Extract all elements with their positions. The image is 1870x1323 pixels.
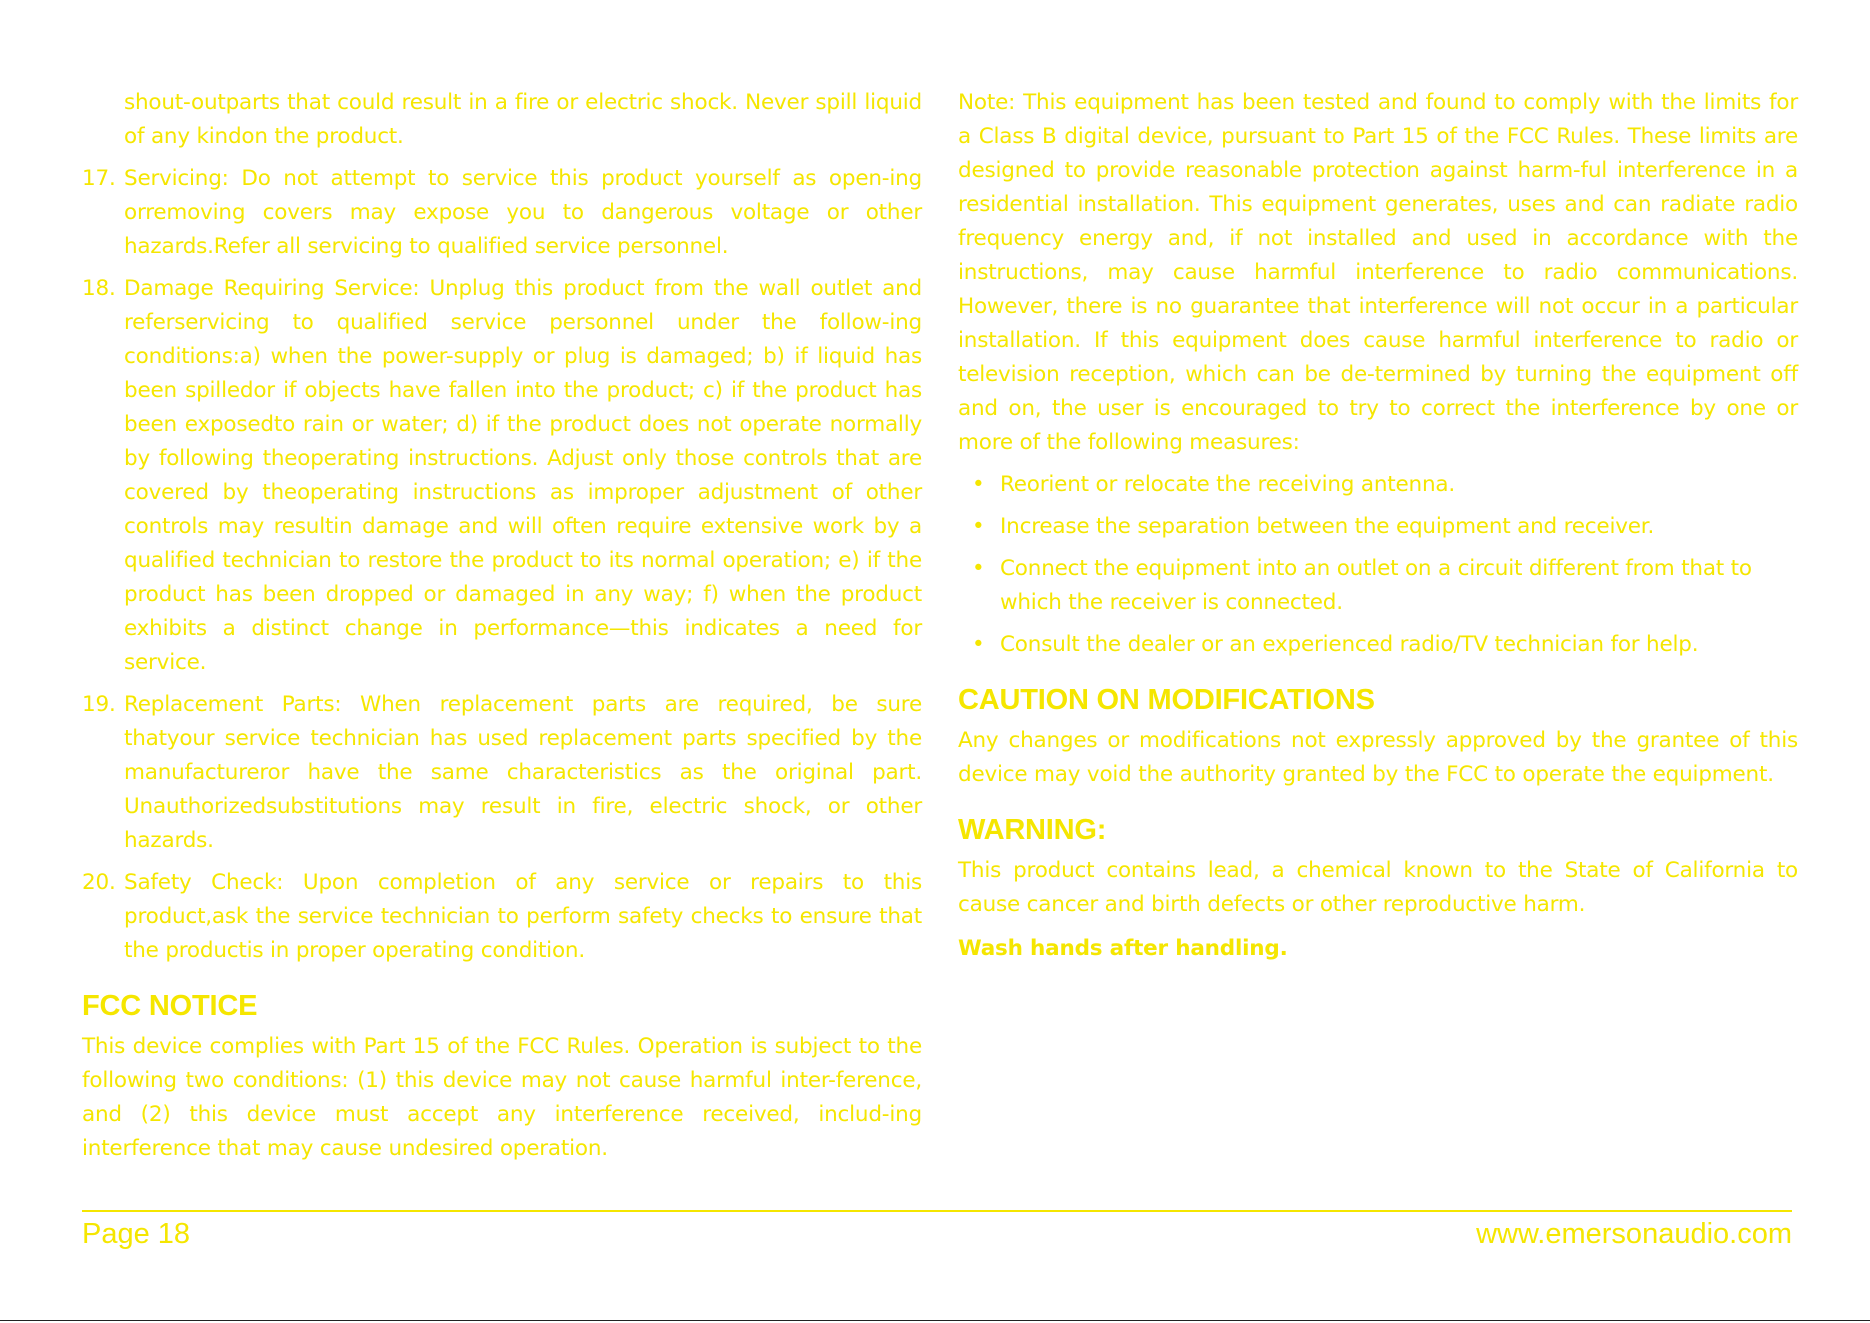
list-text: Damage Requiring Service: Unplug this product from the wall outlet and referservicing to qualified service personnel under the follow-ing conditions:a) when the power-supply or plug is damaged; b) if liquid has been spilledor if objects have fallen into the product; c) if the product has been exposedto rain or water; d) if the product does not operate normally by following theoperating instructions. Adjust only those controls that are covered by theoperating instructions as improper adjustment of other controls may resultin damage and will often require extensive work by a qualified technician to restore the product to its normal operation; e) if the product has been dropped or damaged in any way; f) when the product exhibits a distinct change in performance—this indicates a need for service. [124, 276, 922, 675]
list-number: 18. [82, 276, 116, 301]
bullet-text: Connect the equipment into an outlet on a circuit different from that to which the receiver is connected. [1000, 556, 1752, 615]
list-item-17 [82, 162, 922, 264]
list-item-20 [82, 866, 922, 968]
bullet-icon: • [972, 514, 985, 539]
list-text: Replacement Parts: When replacement parts are required, be sure thatyour service technician has used replacement parts specified by the manufactureror have the same characteristics as the original part. Unauthorizedsubstitutions may result in fire, electric shock, or other hazards. [124, 692, 922, 853]
bullet-text: Consult the dealer or an experienced radio/TV technician for help. [1000, 632, 1699, 657]
bullet-icon: • [972, 472, 985, 497]
bullet-item [958, 510, 1798, 544]
list-text: Servicing: Do not attempt to service this product yourself as open-ing orremoving covers may expose you to dangerous voltage or other hazards.Refer all servicing to qualified service personnel. [124, 166, 922, 259]
fcc-note-paragraph: Note: This equipment has been tested and found to comply with the limits for a Class B digital device, pursuant to Part 15 of the FCC Rules. These limits are designed to provide reasonable protection against harm-ful interference in a residential installation. This equipment generates, uses and can radiate radio frequency energy and, if not installed and used in accordance with the instructions, may cause harmful interference to radio communications. However, there is no guarantee that interference will not occur in a particular installation. If this equipment does cause harmful interference to radio or television reception, which can be de-termined by turning the equipment off and on, the user is encouraged to try to correct the interference by one or more of the following measures: [958, 90, 1798, 455]
caution-heading: CAUTION ON MODIFICATIONS [958, 684, 1375, 716]
bullet-text: Increase the separation between the equipment and receiver. [1000, 514, 1655, 539]
caution-text: Any changes or modifications not expressly approved by the grantee of this device may void the authority granted by the FCC to operate the equipment. [958, 728, 1798, 787]
list-item-19 [82, 688, 922, 858]
list-number: 19. [82, 692, 116, 717]
list-text: Safety Check: Upon completion of any service or repairs to this product,ask the service technician to perform safety checks to ensure that the productis in proper operating condition. [124, 870, 922, 963]
bullet-item [958, 628, 1798, 662]
bullet-item [958, 552, 1798, 620]
continued-paragraph: shout-outparts that could result in a fire or electric shock. Never spill liquid of any kindon the product. [124, 90, 922, 149]
bottom-rule [0, 1320, 1870, 1321]
left-column [82, 86, 922, 1166]
warning-text: This product contains lead, a chemical known to the State of California to cause cancer and birth defects or other reproductive harm. [958, 858, 1798, 917]
website-url: www.emersonaudio.com [1476, 1218, 1792, 1250]
list-item-18 [82, 272, 922, 680]
wash-hands-text: Wash hands after handling. [958, 936, 1288, 961]
list-number: 17. [82, 166, 116, 191]
fcc-notice-text: This device complies with Part 15 of the FCC Rules. Operation is subject to the following two conditions: (1) this device may not cause harmful inter-ference, and (2) this device must accept any interference received, includ-ing interference that may cause undesired operation. [82, 1034, 922, 1161]
bullet-icon: • [972, 632, 985, 657]
warning-heading: WARNING: [958, 814, 1107, 846]
page-number: Page 18 [82, 1218, 191, 1250]
right-column [958, 86, 1798, 966]
list-number: 20. [82, 870, 116, 895]
bullet-item [958, 468, 1798, 502]
bullet-text: Reorient or relocate the receiving antenna. [1000, 472, 1455, 497]
footer-divider [82, 1210, 1792, 1212]
fcc-notice-heading: FCC NOTICE [82, 990, 258, 1022]
bullet-icon: • [972, 556, 985, 581]
